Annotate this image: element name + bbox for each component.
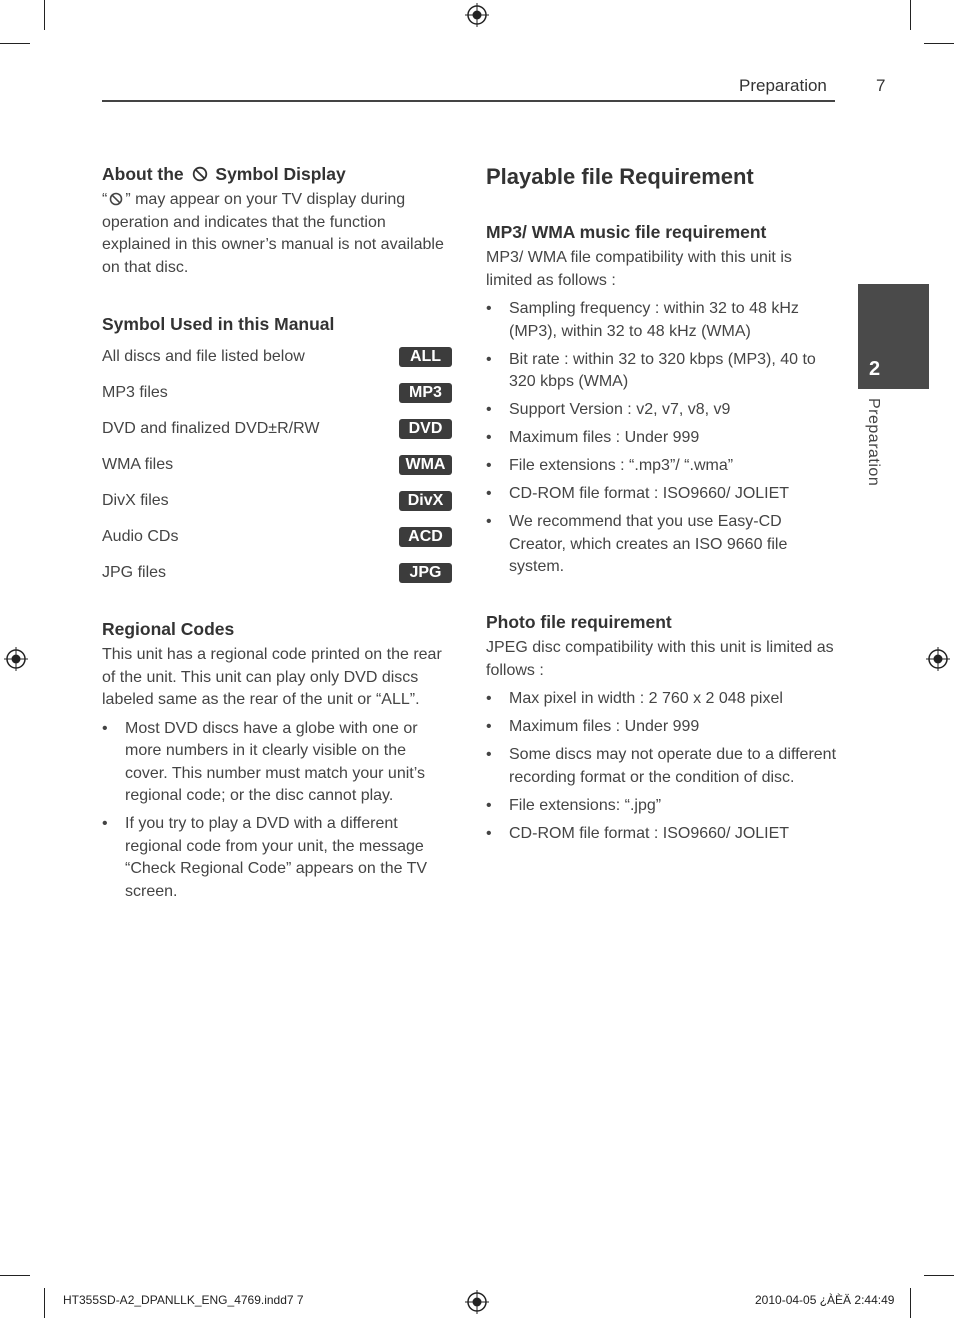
disc-badge: DVD <box>399 419 452 439</box>
regional-codes-section <box>102 618 452 903</box>
symbol-row-label: Audio CDs <box>102 528 179 545</box>
photo-file-list <box>486 688 836 845</box>
list-item: • We recommend that you use Easy-CD Creator, which creates an ISO 9660 file system. <box>486 513 788 575</box>
list-item: • Sampling frequency : within 32 to 48 kHz (MP3), within 32 to 48 kHz (WMA) <box>486 300 799 340</box>
chapter-label: Preparation <box>865 398 882 487</box>
prohibited-icon <box>109 192 123 206</box>
disc-badge: DivX <box>399 491 452 511</box>
list-item: • File extensions: “.jpg” <box>486 796 662 814</box>
symbol-display-heading: About the Symbol Display <box>102 164 346 184</box>
crop-mark <box>924 43 954 44</box>
symbol-row-label: JPG files <box>102 564 167 581</box>
regional-codes-text: This unit has a regional code printed on the rear of the unit. This unit can play only DVD discs labeled same as the rear of the unit or “ALL”. <box>102 646 442 708</box>
crop-mark <box>0 1275 30 1276</box>
music-file-text: MP3/ WMA file compatibility with this unit is limited as follows : <box>486 249 792 289</box>
disc-badge: JPG <box>399 563 452 583</box>
disc-badge: MP3 <box>399 383 452 403</box>
photo-file-heading: Photo file requirement <box>486 612 672 632</box>
symbol-row <box>102 447 452 483</box>
regional-codes-heading: Regional Codes <box>102 619 235 639</box>
list-item: • Maximum files : Under 999 <box>486 429 700 446</box>
header-divider <box>102 100 835 102</box>
crop-mark <box>0 43 30 44</box>
left-column <box>102 163 452 909</box>
list-item: • If you try to play a DVD with a different regional code from your unit, the message “Check Regional Code” appears on the TV screen. <box>102 815 428 900</box>
symbol-row-label: WMA files <box>102 456 174 473</box>
list-item: • CD-ROM file format : ISO9660/ JOLIET <box>486 824 790 842</box>
symbol-manual-heading: Symbol Used in this Manual <box>102 314 335 334</box>
symbol-row <box>102 483 452 519</box>
footer-filename: HT355SD-A2_DPANLLK_ENG_4769.indd7 7 <box>63 1293 304 1307</box>
symbol-row <box>102 411 452 447</box>
registration-mark-icon <box>465 3 489 27</box>
prohibited-icon <box>192 166 208 182</box>
symbol-row-label: DivX files <box>102 492 169 509</box>
registration-mark-icon <box>4 647 28 671</box>
header-section-title: Preparation <box>739 76 827 95</box>
playable-file-heading: Playable file Requirement <box>486 164 754 189</box>
disc-badge: WMA <box>399 455 452 475</box>
crop-mark <box>910 1288 911 1318</box>
symbol-list <box>102 339 452 591</box>
music-file-list <box>486 298 836 579</box>
list-item: • Bit rate : within 32 to 320 kbps (MP3), 40 to 320 kbps (WMA) <box>486 350 816 390</box>
photo-file-section <box>486 611 836 845</box>
list-item: • CD-ROM file format : ISO9660/ JOLIET <box>486 485 790 502</box>
list-item: • File extensions : “.mp3”/ “.wma” <box>486 457 734 474</box>
symbol-row-label: DVD and finalized DVD±R/RW <box>102 420 320 437</box>
crop-mark <box>910 0 911 30</box>
list-item: • Support Version : v2, v7, v8, v9 <box>486 401 731 418</box>
list-item: • Some discs may not operate due to a different recording format or the condition of disc. <box>486 746 837 786</box>
right-column <box>486 163 836 851</box>
symbol-row <box>102 375 452 411</box>
symbol-row <box>102 555 452 591</box>
list-item: • Most DVD discs have a globe with one or more numbers in it clearly visible on the cover. This number must match your unit’s regional code; or the disc cannot play. <box>102 719 425 804</box>
photo-file-text: JPEG disc compatibility with this unit is limited as follows : <box>486 639 834 679</box>
music-file-section <box>486 221 836 579</box>
registration-mark-icon <box>465 1290 489 1314</box>
list-item: • Maximum files : Under 999 <box>486 718 700 735</box>
footer-timestamp: 2010-04-05 ¿ÀÈÄ 2:44:49 <box>755 1293 895 1307</box>
crop-mark <box>924 1275 954 1276</box>
symbol-display-text: “ ” may appear on your TV display during operation and indicates that the function explained in this owner’s manual is not available on that disc. <box>102 191 444 276</box>
list-item: • Max pixel in width : 2 760 x 2 048 pixel <box>486 690 783 707</box>
symbol-row-label: MP3 files <box>102 384 168 401</box>
music-file-heading: MP3/ WMA music file requirement <box>486 222 767 242</box>
page-number: 7 <box>876 76 886 95</box>
symbol-display-section <box>102 163 452 279</box>
symbol-row <box>102 339 452 375</box>
disc-badge: ACD <box>399 527 452 547</box>
regional-codes-list <box>102 718 452 904</box>
registration-mark-icon <box>926 647 950 671</box>
crop-mark <box>44 0 45 30</box>
disc-badge: ALL <box>399 347 452 367</box>
symbol-row-label: All discs and file listed below <box>102 348 305 365</box>
chapter-number: 2 <box>869 358 881 380</box>
symbol-row <box>102 519 452 555</box>
symbol-manual-section <box>102 313 452 591</box>
crop-mark <box>44 1288 45 1318</box>
